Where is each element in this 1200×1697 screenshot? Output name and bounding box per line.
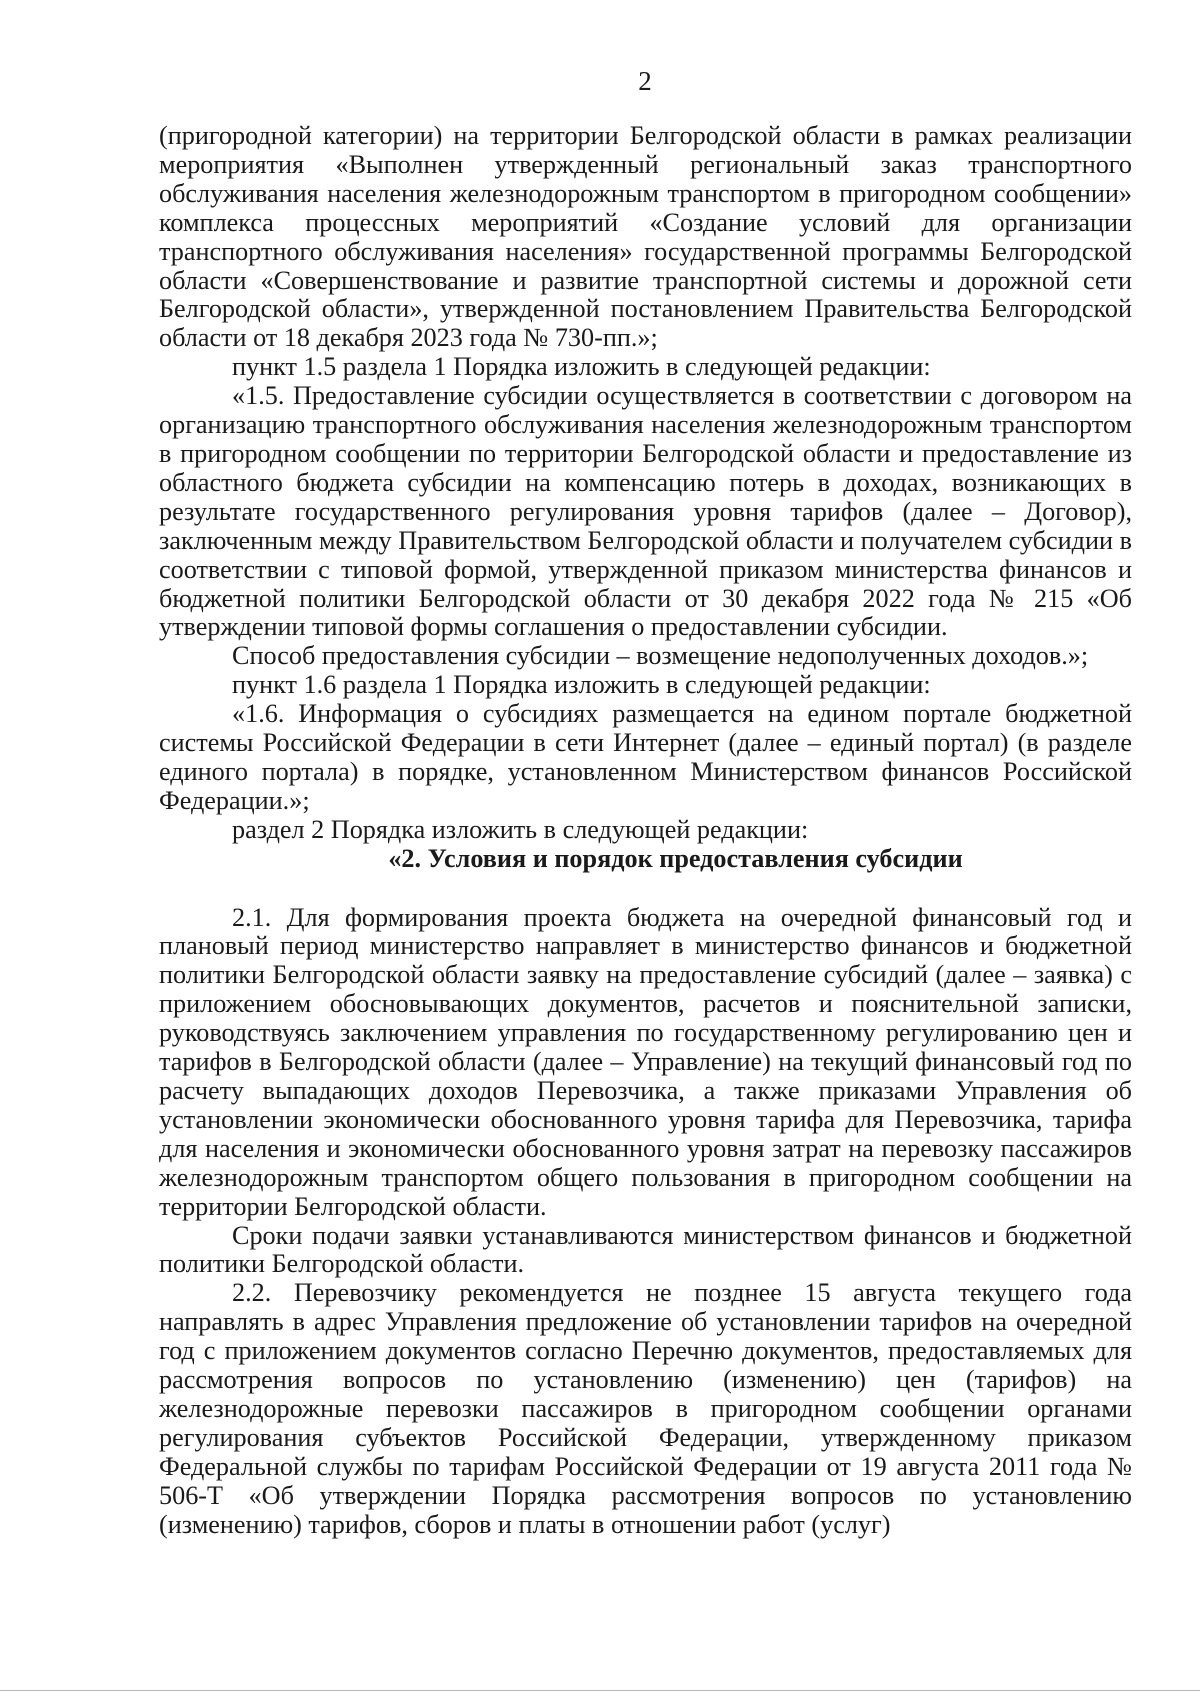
page-bottom-edge bbox=[0, 1690, 1200, 1691]
paragraph-clause-1-6-intro: пункт 1.6 раздела 1 Порядка изложить в следующей редакции: bbox=[232, 670, 931, 700]
paragraph-clause-1-5: «1.5. Предоставление субсидии осуществляется в соответствии с договором на организацию транспортного обслуживания населения железнодорожным транспортом в пригородном сообщении по территории Белгородской области и предоставление из областного бюджета субсидии на компенсацию потерь в доходах, возникающих в результате государственного регулирования уровня тарифов (далее – Договор), заключенным между Правительством Белгородской области и получателем субсидии в соответствии с типовой формой, утвержденной приказом министерства финансов и бюджетной политики Белгородской области от 30 декабря 2022 года № 215 «Об утверждении типовой формы соглашения о предоставлении субсидии. bbox=[159, 381, 1132, 642]
paragraph-application-deadlines: Сроки подачи заявки устанавливаются министерством финансов и бюджетной политики Белгородской области. bbox=[159, 1220, 1132, 1279]
paragraph-clause-2-1: 2.1. Для формирования проекта бюджета на очередной финансовый год и плановый период министерство направляет в министерство финансов и бюджетной политики Белгородской области заявку на предоставление субсидий (далее – заявка) с приложением обосновывающих документов, расчетов и пояснительной записки, руководствуясь заключением управления по государственному регулированию цен и тарифов в Белгородской области (далее – Управление) на текущий финансовый год по расчету выпадающих доходов Перевозчика, а также приказами Управления об установлении экономически обоснованного уровня тарифа для Перевозчика, тарифа для населения и экономически обоснованного уровня затрат на перевозку пассажиров железнодорожным транспортом общего пользования в пригородном сообщении на территории Белгородской области. bbox=[159, 902, 1132, 1221]
paragraph-section-2-intro: раздел 2 Порядка изложить в следующей редакции: bbox=[232, 814, 809, 844]
paragraph-clause-1-6: «1.6. Информация о субсидиях размещается на едином портале бюджетной системы Российской Федерации в сети Интернет (далее – единый портал) (в разделе единого портала) в порядке, установленном Министерством финансов Российской Федерации.»; bbox=[159, 699, 1132, 815]
paragraph-subsidy-method: Способ предоставления субсидии – возмещение недополученных доходов.»; bbox=[232, 641, 1089, 671]
paragraph-clause-2-2: 2.2. Перевозчику рекомендуется не позднее 15 августа текущего года направлять в адрес Управления предложение об установлении тарифов на очередной год с приложением документов согласно Перечню документов, предоставляемых для рассмотрения вопросов по установлению (изменению) цен (тарифов) на железнодорожные перевозки пассажиров в пригородном сообщении органами регулирования субъектов Российской Федерации, утвержденному приказом Федеральной службы по тарифам Российской Федерации от 19 августа 2011 года № 506-Т «Об утверждении Порядка рассмотрения вопросов по установлению (изменению) тарифов, сборов и платы в отношении работ (услуг) bbox=[159, 1278, 1132, 1539]
paragraph-continuation: (пригородной категории) на территории Белгородской области в рамках реализации мероприятия «Выполнен утвержденный региональный заказ транспортного обслуживания населения железнодорожным транспортом в пригородном сообщении» комплекса процессных мероприятий «Создание условий для организации транспортного обслуживания населения» государственной программы Белгородской области «Совершенствование и развитие транспортной системы и дорожной сети Белгородской области», утвержденной постановлением Правительства Белгородской области от 18 декабря 2023 года № 730-пп.»; bbox=[159, 121, 1132, 353]
page-number: 2 bbox=[638, 66, 652, 96]
paragraph-clause-1-5-intro: пункт 1.5 раздела 1 Порядка изложить в следующей редакции: bbox=[232, 352, 931, 382]
document-body bbox=[159, 122, 1132, 1540]
section-heading: «2. Условия и порядок предоставления субсидии bbox=[388, 843, 963, 873]
